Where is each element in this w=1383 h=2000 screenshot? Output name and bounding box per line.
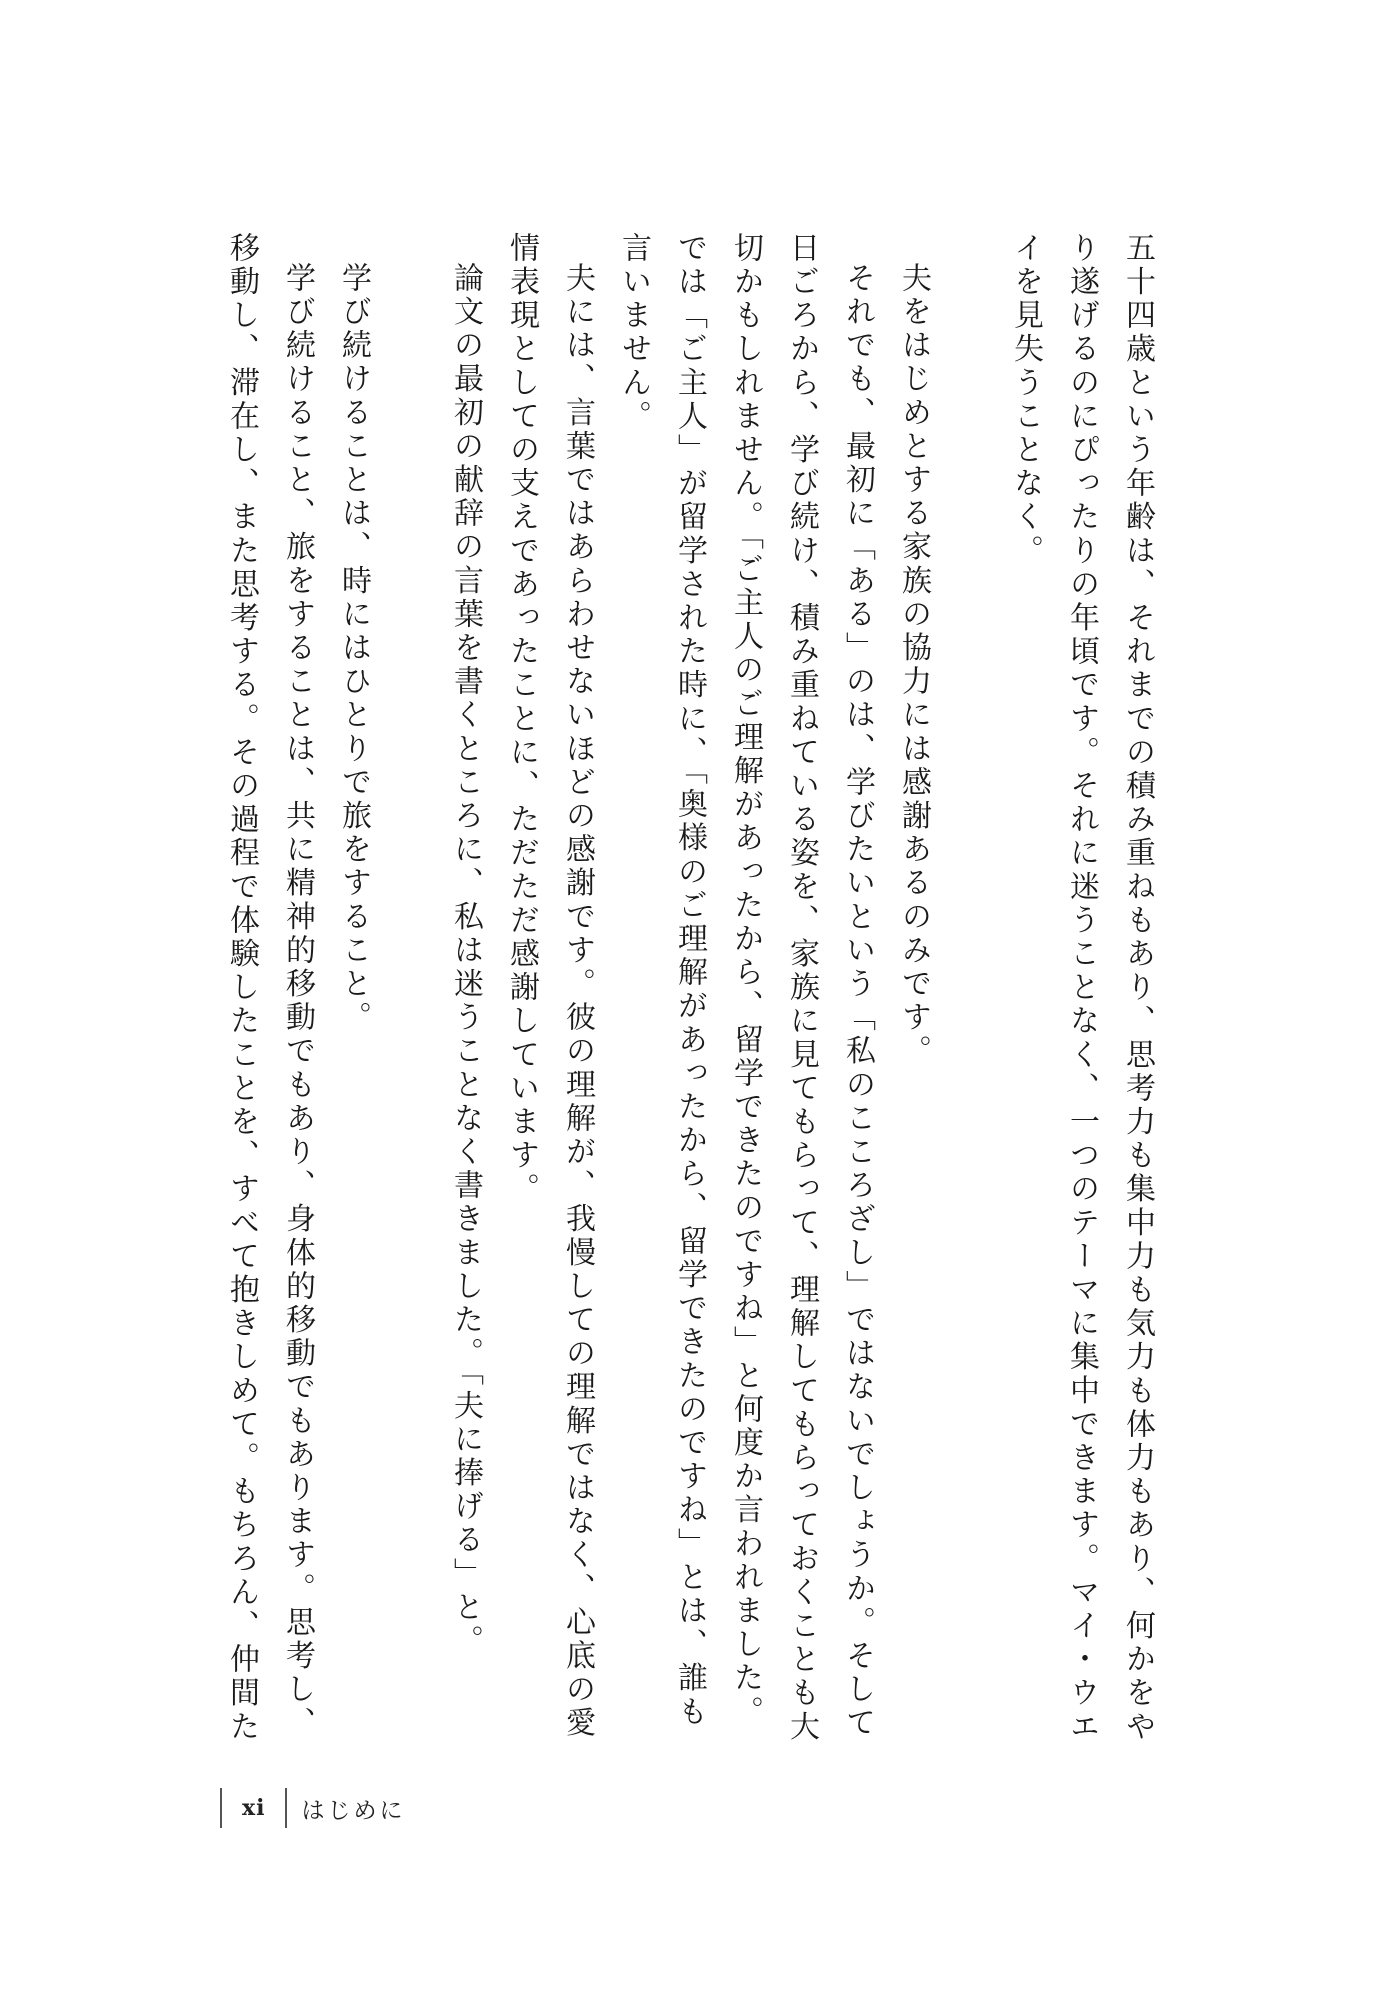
paragraph-7: 学び続けること、旅をすることは、共に精神的移動でもあり、身体的移動でもあります。思考し、移動し、滞在し、また思考する。その過程で体験したことを、すべて抱きしめて。もちろん、仲間た [224, 232, 315, 1744]
paragraph-gap [381, 232, 437, 1752]
paragraph-gap [941, 232, 997, 1752]
paragraph-3: それでも、最初に「ある」のは、学びたいという「私のこころざし」ではないでしょうか。そして日ごろから、学び続け、積み重ねている姿を、家族に見てもらって、理解してもらっておくことも大切かもしれません。「ご主人のご理解があったから、留学できたのですね」と何度か言われました。では「ご主人」が留学された時に、「奥様のご理解があったから、留学できたのですね」とは、誰も言いません。 [616, 232, 875, 1744]
paragraph-2: 夫をはじめとする家族の協力には感謝あるのみです。 [896, 262, 931, 1069]
paragraph-4: 夫には、言葉ではあらわせないほどの感謝です。彼の理解が、我慢しての理解ではなく、心底の愛情表現としての支えであったことに、ただただ感謝しています。 [504, 232, 595, 1741]
page-number: xi [242, 1795, 266, 1821]
paragraph-5: 論文の最初の献辞の言葉を書くところに、私は迷うことなく書きました。「夫に捧げる」と。 [448, 262, 483, 1659]
paragraph-6: 学び続けることは、時にはひとりで旅をすること。 [336, 262, 371, 1035]
page-footer [220, 1788, 405, 1828]
chapter-title: はじめに [301, 1797, 406, 1824]
paragraph-1: 五十四歳という年齢は、それまでの積み重ねもあり、思考力も集中力も気力も体力もあり、何かをやり遂げるのにぴったりの年頃です。それに迷うことなく、一つのテーマに集中できます。マイ・ウエイを見失うことなく。 [1008, 232, 1155, 1744]
main-text-block [165, 232, 1165, 1752]
